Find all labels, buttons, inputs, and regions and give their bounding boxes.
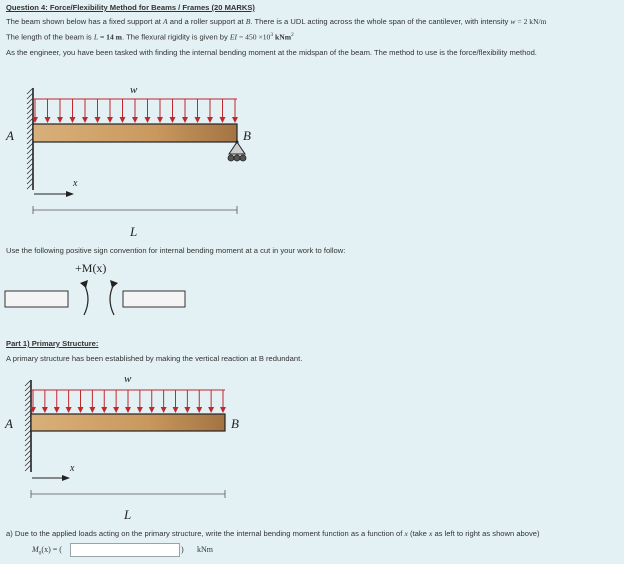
- moment-function-input[interactable]: [70, 543, 180, 557]
- beam-diagram-2: [0, 360, 624, 530]
- left-moment-arrow: [84, 284, 88, 315]
- hatch-line: [27, 178, 33, 184]
- udl-arrow-head: [149, 407, 155, 413]
- hatch-line: [25, 445, 31, 451]
- x-label-primary: x: [70, 463, 75, 474]
- line2-EI: EI: [229, 32, 238, 42]
- hatch-line: [27, 108, 33, 114]
- sign-convention-text: Use the following positive sign convention for internal bending moment at a cut in your work to follow:: [6, 246, 346, 255]
- hatch-line: [25, 435, 31, 441]
- right-moment-arrow: [110, 284, 114, 315]
- hatch-line: [27, 93, 33, 99]
- roller-support-b: [228, 141, 246, 162]
- udl-arrow-head: [95, 117, 101, 123]
- line2-unit: kNm: [273, 32, 292, 42]
- line2-eq: = 14 m: [98, 32, 122, 42]
- udl-arrow-head: [89, 407, 95, 413]
- question-title: Question 4: Force/Flexibility Method for Beams / Frames (20 MARKS): [6, 3, 255, 12]
- line1-w: w: [510, 17, 516, 26]
- udl-arrow-head: [157, 117, 163, 123]
- udl-arrow-head: [54, 407, 60, 413]
- udl-arrow-head: [184, 407, 190, 413]
- hatch-line: [27, 153, 33, 159]
- part1-title: Part 1) Primary Structure:: [6, 339, 99, 348]
- hatch-line: [27, 123, 33, 129]
- beam-diagram-1: [0, 0, 624, 240]
- right-moment-arrowhead: [110, 280, 118, 288]
- hatch-line: [25, 440, 31, 446]
- udl-arrow-head: [120, 117, 126, 123]
- udl-arrow-head: [137, 407, 143, 413]
- x-arrow-head-primary: [62, 475, 70, 481]
- udl-arrow-head: [57, 117, 63, 123]
- udl-arrow-head: [145, 117, 151, 123]
- udl-arrow-head: [161, 407, 167, 413]
- hatch-line: [25, 460, 31, 466]
- length-label-primary: L: [124, 507, 132, 522]
- length-label: L: [130, 224, 138, 239]
- support-b-label: B: [243, 128, 251, 143]
- load-label-w-primary: w: [124, 373, 132, 385]
- part1-description: A primary structure has been established by making the vertical reaction at B redundant.: [6, 354, 303, 363]
- udl-arrow-head: [42, 407, 48, 413]
- hatch-line: [25, 405, 31, 411]
- x-label: x: [73, 178, 78, 189]
- udl-load-primary: [30, 390, 226, 413]
- hatch-line: [25, 390, 31, 396]
- right-segment: [123, 291, 185, 307]
- question-line-3: As the engineer, you have been tasked with finding the internal bending moment at the midspan of the beam. The method to use is the force/flexibility method.: [6, 48, 537, 57]
- hatch-line: [25, 385, 31, 391]
- hatch-line: [25, 455, 31, 461]
- hatch-line: [25, 400, 31, 406]
- hatch-line: [27, 143, 33, 149]
- hatch-line: [27, 113, 33, 119]
- hatch-line: [27, 163, 33, 169]
- hatch-line: [27, 173, 33, 179]
- line1-B: B: [245, 17, 251, 26]
- udl-arrow-head: [45, 117, 51, 123]
- fixed-support-a-primary: [25, 380, 31, 472]
- part-a-question: [6, 529, 540, 538]
- hatch-line: [27, 133, 33, 139]
- hatch-line: [27, 98, 33, 104]
- udl-arrow-head: [70, 117, 76, 123]
- support-b-label-primary: B: [231, 416, 239, 431]
- line1-eq: = 2 kN/m: [515, 17, 547, 26]
- hatch-line: [25, 380, 31, 386]
- part-a-x2: x: [428, 529, 433, 538]
- hatch-line: [27, 183, 33, 189]
- x-arrow-head: [66, 191, 74, 197]
- hatch-line: [27, 148, 33, 154]
- support-a-label-primary: A: [5, 416, 13, 431]
- hatch-line: [25, 430, 31, 436]
- beam-body-primary: [31, 414, 225, 431]
- line2-L: L: [93, 32, 99, 42]
- line1-A: A: [163, 17, 168, 26]
- hatch-line: [27, 168, 33, 174]
- sign-convention-diagram: [0, 255, 624, 325]
- hatch-line: [27, 128, 33, 134]
- hatch-line: [25, 395, 31, 401]
- beam-body: [33, 124, 237, 142]
- hatch-line: [25, 420, 31, 426]
- udl-arrow-head: [182, 117, 188, 123]
- hatch-line: [27, 88, 33, 94]
- hatch-line: [25, 450, 31, 456]
- hatch-line: [25, 465, 31, 471]
- hatch-line: [27, 118, 33, 124]
- line2-text-a: The length of the beam is: [6, 32, 94, 42]
- udl-load: [32, 99, 238, 123]
- udl-arrow-head: [170, 117, 176, 123]
- answer-row: [32, 545, 62, 557]
- udl-arrow-head: [207, 117, 213, 123]
- udl-arrow-head: [220, 407, 226, 413]
- udl-arrow-head: [220, 117, 226, 123]
- lhs-M: M: [32, 545, 39, 554]
- line1-text-b: and a roller support at: [167, 17, 246, 26]
- udl-arrow-head: [66, 407, 72, 413]
- line1-text-a: The beam shown below has a fixed support at: [6, 17, 164, 26]
- line2-eq2: = 450 ×10: [237, 32, 271, 42]
- udl-arrow-head: [82, 117, 88, 123]
- part-a-text-c: as left to right as shown above): [432, 529, 540, 538]
- part-a-text-b: (take: [407, 529, 429, 538]
- line2-text-b: . The flexural rigidity is given by: [122, 32, 230, 42]
- line2-exp: 3: [270, 32, 274, 38]
- udl-arrow-head: [78, 407, 84, 413]
- hatch-line: [27, 103, 33, 109]
- hatch-line: [25, 410, 31, 416]
- udl-arrow-head: [113, 407, 119, 413]
- lhs-rest: (x) = (: [41, 545, 62, 554]
- udl-arrow-head: [195, 117, 201, 123]
- udl-arrow-head: [132, 117, 138, 123]
- udl-arrow-head: [173, 407, 179, 413]
- hatch-line: [27, 158, 33, 164]
- left-segment: [5, 291, 68, 307]
- hatch-line: [25, 425, 31, 431]
- line2-unit-exp: 2: [291, 32, 294, 38]
- line1-text-c: . There is a UDL acting across the whole span of the cantilever, with intensity: [250, 17, 511, 26]
- udl-arrow-head: [101, 407, 107, 413]
- unit-label: kNm: [197, 545, 213, 554]
- support-a-label: A: [6, 128, 14, 143]
- part-a-x: x: [404, 529, 408, 538]
- udl-arrow-head: [232, 117, 238, 123]
- udl-arrow-head: [107, 117, 113, 123]
- moment-label: +M(x): [75, 261, 107, 275]
- rhs-paren: ): [181, 545, 184, 554]
- load-label-w: w: [130, 84, 138, 96]
- udl-arrow-head: [196, 407, 202, 413]
- udl-arrow-head: [208, 407, 214, 413]
- lhs-sub: 0: [38, 550, 42, 557]
- udl-arrow-head: [125, 407, 131, 413]
- part-a-text-a: a) Due to the applied loads acting on the primary structure, write the internal bending moment function as a function of: [6, 529, 405, 538]
- hatch-line: [27, 138, 33, 144]
- fixed-support-a: [27, 88, 33, 190]
- left-moment-arrowhead: [80, 280, 88, 288]
- hatch-line: [25, 415, 31, 421]
